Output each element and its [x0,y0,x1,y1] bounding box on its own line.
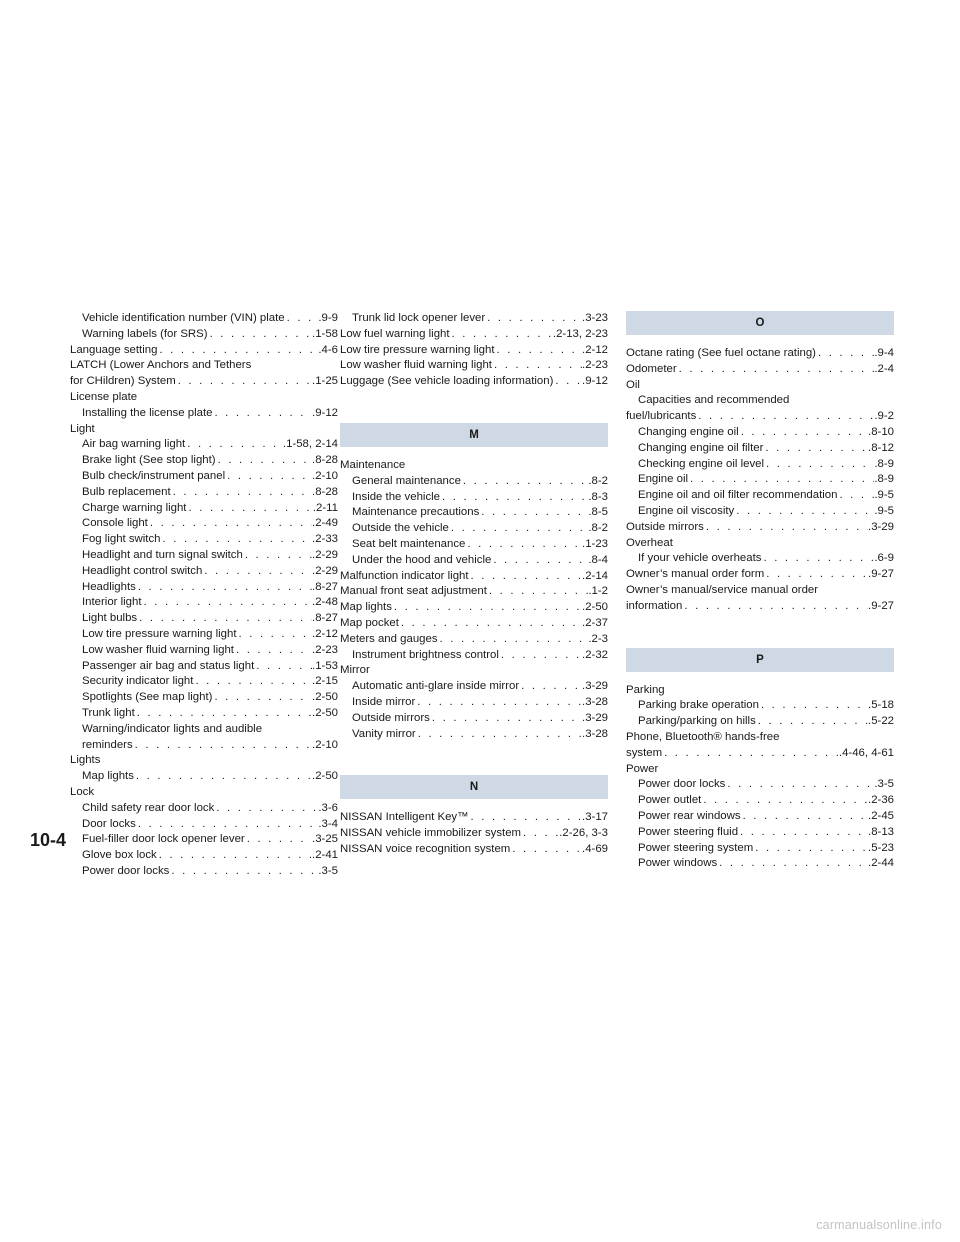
index-entry: NISSAN Intelligent Key™ . . . .3-17 [340,810,608,826]
index-heading: License plate [70,390,138,403]
page-number: 10-4 [30,830,67,850]
index-entry: Seat belt maintenance . . . .1-23 [340,537,608,553]
index-entry: Light bulbs . . . .8-27 [70,611,338,627]
index-entry: Headlight control switch . . . .2-29 [70,564,338,580]
index-entry: Outside the vehicle . . . .8-2 [340,521,608,537]
index-entry: NISSAN voice recognition system . . . .4-69 [340,842,608,858]
index-entry: Headlights . . . .8-27 [70,580,338,596]
index-entry: Changing engine oil filter . . . .8-12 [626,441,894,457]
index-entry: Automatic anti-glare inside mirror . . . .3-29 [340,679,608,695]
index-heading: Lock [70,785,95,798]
index-entry: Air bag warning light . . . .1-58, 2-14 [70,437,338,453]
index-heading: Parking [626,683,665,696]
index-heading: Light [70,422,95,435]
index-entry: Glove box lock . . . .2-41 [70,848,338,864]
index-entry: Octane rating (See fuel octane rating) . . . .9-4 [626,346,894,362]
index-entry: for CHildren) System . . . .1-25 [70,374,338,390]
index-entry: General maintenance . . . .8-2 [340,474,608,490]
index-entry: information . . . .9-27 [626,599,894,615]
index-entry: Engine oil viscosity . . . .9-5 [626,504,894,520]
index-entry: Low tire pressure warning light . . . .2-12 [70,627,338,643]
index-heading: Owner’s manual/service manual order [626,583,819,596]
index-column-2 [340,311,608,858]
index-entry: Charge warning light . . . .2-11 [70,501,338,517]
index-entry: Bulb replacement . . . .8-28 [70,485,338,501]
index-entry: Power door locks . . . .3-5 [70,864,338,880]
index-entry: Luggage (See vehicle loading information) . . . .9-12 [340,374,608,390]
index-entry: Spotlights (See map light) . . . .2-50 [70,690,338,706]
index-entry: If your vehicle overheats . . . .6-9 [626,551,894,567]
index-entry: Installing the license plate . . . .9-12 [70,406,338,422]
index-entry: Checking engine oil level . . . .8-9 [626,457,894,473]
index-entry: Power rear windows . . . .2-45 [626,809,894,825]
index-entry: Inside mirror . . . .3-28 [340,695,608,711]
section-header-n: N [340,775,608,799]
section-header-o: O [626,311,894,335]
index-entry: Language setting . . . .4-6 [70,343,338,359]
index-heading: Power [626,762,659,775]
index-entry: Power steering system . . . .5-23 [626,841,894,857]
index-entry: Changing engine oil . . . .8-10 [626,425,894,441]
index-entry: Low tire pressure warning light . . . .2-12 [340,343,608,359]
index-heading: LATCH (Lower Anchors and Tethers [70,359,252,372]
index-entry: Security indicator light . . . .2-15 [70,674,338,690]
index-heading: Phone, Bluetooth® hands-free [626,730,780,743]
index-heading: Oil [626,378,640,391]
index-entry: Engine oil . . . .8-9 [626,472,894,488]
index-entry: Low washer fluid warning light . . . .2-23 [340,358,608,374]
index-heading: Warning/indicator lights and audible [82,722,263,735]
index-entry: Map lights . . . .2-50 [70,769,338,785]
index-entry: Power steering fluid . . . .8-13 [626,825,894,841]
index-entry: Power windows . . . .2-44 [626,856,894,872]
index-entry: NISSAN vehicle immobilizer system . . . .2-26, 3-3 [340,826,608,842]
index-entry: Parking brake operation . . . .5-18 [626,698,894,714]
watermark: carmanualsonline.info [816,1218,942,1232]
index-entry: Trunk lid lock opener lever . . . .3-23 [340,311,608,327]
index-entry: Interior light . . . .2-48 [70,595,338,611]
index-entry: Owner’s manual order form . . . .9-27 [626,567,894,583]
index-entry: Brake light (See stop light) . . . .8-28 [70,453,338,469]
index-entry: Low fuel warning light . . . .2-13, 2-23 [340,327,608,343]
index-entry: Outside mirrors . . . .3-29 [340,711,608,727]
index-entry: Map pocket . . . .2-37 [340,616,608,632]
index-entry: Parking/parking on hills . . . .5-22 [626,714,894,730]
index-entry: Console light . . . .2-49 [70,516,338,532]
index-entry: Vehicle identification number (VIN) plate . . . .9-9 [70,311,338,327]
index-entry: fuel/lubricants . . . .9-2 [626,409,894,425]
index-entry: Vanity mirror . . . .3-28 [340,727,608,743]
index-entry: reminders . . . .2-10 [70,738,338,754]
index-entry: Low washer fluid warning light . . . .2-23 [70,643,338,659]
index-heading: Mirror [340,664,370,677]
index-column-1 [70,311,338,880]
index-entry: Fuel-filler door lock opener lever . . . .3-25 [70,832,338,848]
index-heading: Maintenance [340,458,406,471]
index-heading: Capacities and recommended [638,394,790,407]
section-header-m: M [340,423,608,447]
section-header-p: P [626,648,894,672]
index-entry: Outside mirrors . . . .3-29 [626,520,894,536]
index-entry: Maintenance precautions . . . .8-5 [340,505,608,521]
index-entry: Passenger air bag and status light . . . .1-53 [70,659,338,675]
index-entry: Door locks . . . .3-4 [70,817,338,833]
index-entry: Odometer . . . .2-4 [626,362,894,378]
index-entry: Malfunction indicator light . . . .2-14 [340,569,608,585]
index-heading: Overheat [626,536,673,549]
index-entry: Engine oil and oil filter recommendation . . . .9-5 [626,488,894,504]
index-entry: Bulb check/instrument panel . . . .2-10 [70,469,338,485]
index-entry: Power outlet . . . .2-36 [626,793,894,809]
index-entry: Map lights . . . .2-50 [340,600,608,616]
index-entry: Instrument brightness control . . . .2-32 [340,648,608,664]
index-entry: Warning labels (for SRS) . . . .1-58 [70,327,338,343]
index-entry: Manual front seat adjustment . . . .1-2 [340,584,608,600]
index-entry: system . . . .4-46, 4-61 [626,746,894,762]
index-column-3 [626,311,894,872]
index-entry: Trunk light . . . .2-50 [70,706,338,722]
index-entry: Child safety rear door lock . . . .3-6 [70,801,338,817]
index-entry: Headlight and turn signal switch . . . .2-29 [70,548,338,564]
index-entry: Power door locks . . . .3-5 [626,777,894,793]
index-heading: Lights [70,754,101,767]
index-entry: Meters and gauges . . . .2-3 [340,632,608,648]
index-entry: Fog light switch . . . .2-33 [70,532,338,548]
index-entry: Inside the vehicle . . . .8-3 [340,490,608,506]
index-entry: Under the hood and vehicle . . . .8-4 [340,553,608,569]
